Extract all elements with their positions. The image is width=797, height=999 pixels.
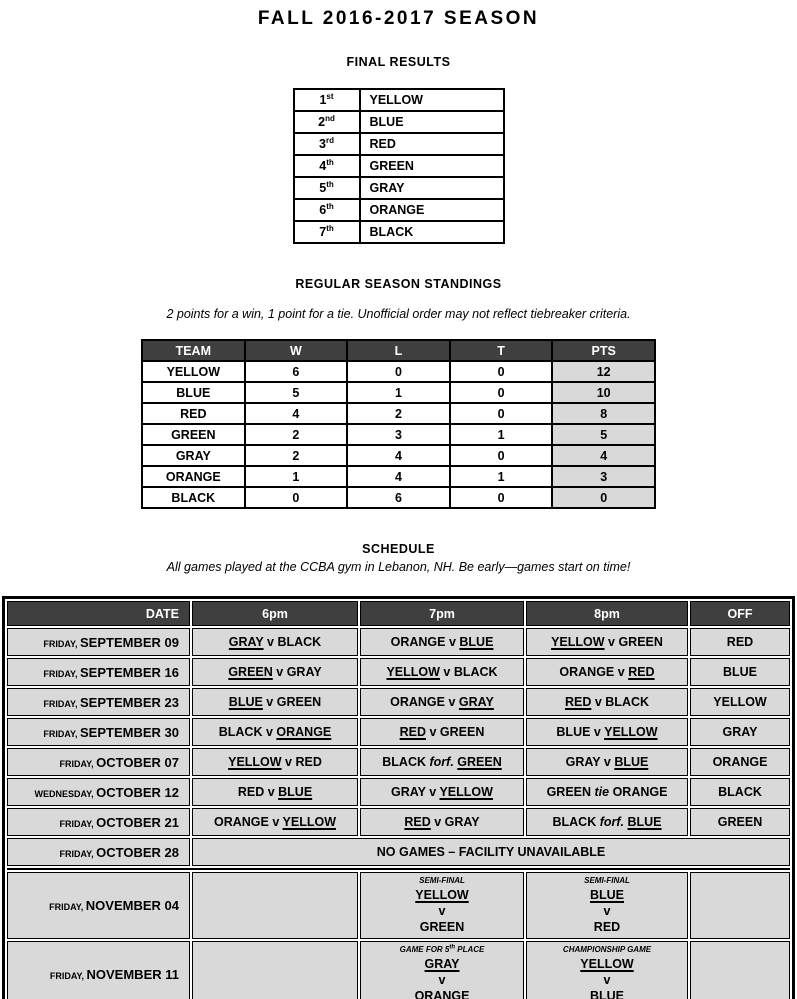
- date-label: OCTOBER 07: [96, 754, 179, 770]
- final-result-row: [294, 133, 504, 155]
- away-team: BLUE: [614, 755, 649, 769]
- standings-col-header: T: [450, 340, 553, 361]
- standings-row: [142, 487, 655, 508]
- schedule-row: [7, 778, 790, 806]
- place-number: 3: [319, 137, 326, 151]
- standings-note: 2 points for a win, 1 point for a tie. Unofficial order may not reflect tiebreaker criteria.: [166, 307, 631, 321]
- off-team-cell: ORANGE: [690, 748, 790, 776]
- place-suffix: nd: [325, 113, 335, 123]
- away-team: BLACK: [605, 695, 650, 709]
- standings-wins: 2: [245, 445, 348, 466]
- final-results-table: [293, 88, 505, 244]
- date-cell: [7, 628, 190, 656]
- home-team: BLACK: [218, 725, 263, 739]
- standings-team: YELLOW: [142, 361, 245, 382]
- weekday-label: FRIDAY,: [59, 818, 97, 829]
- playoff-away-team: [527, 988, 687, 999]
- away-team: BLUE: [278, 785, 313, 799]
- away-team: YELLOW: [604, 725, 658, 739]
- weekday-label: FRIDAY,: [59, 848, 97, 859]
- standings-losses: 3: [347, 424, 450, 445]
- home-team: GREEN: [228, 665, 273, 679]
- standings-wins: 6: [245, 361, 348, 382]
- date-cell: [7, 748, 190, 776]
- game-separator: v: [604, 635, 619, 649]
- standings-losses: 4: [347, 445, 450, 466]
- place-number: 5: [319, 181, 327, 195]
- game-separator: v: [281, 755, 296, 769]
- home-team: BLUE: [228, 695, 263, 709]
- standings-losses: 0: [347, 361, 450, 382]
- home-team: BLUE: [589, 888, 625, 902]
- schedule-row: [7, 748, 790, 776]
- schedule-table: [2, 596, 795, 999]
- place-suffix: th: [326, 223, 334, 233]
- schedule-row: [7, 628, 790, 656]
- off-team-cell: YELLOW: [690, 688, 790, 716]
- standings-losses: 2: [347, 403, 450, 424]
- place-suffix: rd: [325, 135, 334, 145]
- off-team-cell: GREEN: [690, 808, 790, 836]
- game-cell: [526, 778, 688, 806]
- game-cell: [526, 688, 688, 716]
- schedule-row: [7, 941, 790, 999]
- standings-col-header: PTS: [552, 340, 655, 361]
- away-team: GREEN: [618, 635, 663, 649]
- game-cell: [360, 628, 524, 656]
- away-team: YELLOW: [282, 815, 336, 829]
- playoff-home-team: [527, 956, 687, 972]
- playoff-game-label: SEMI-FINAL: [419, 876, 465, 885]
- schedule-row: [7, 838, 790, 866]
- place-number: 6: [319, 203, 327, 217]
- weekday-label: FRIDAY,: [43, 638, 81, 649]
- home-team: ORANGE: [390, 695, 445, 709]
- game-cell: [526, 808, 688, 836]
- game-cell: [192, 778, 358, 806]
- game-cell: [360, 778, 524, 806]
- home-team: YELLOW: [415, 888, 469, 902]
- standings-header-row: [142, 340, 655, 361]
- playoff-game-cell: [360, 872, 524, 939]
- home-team: YELLOW: [580, 957, 634, 971]
- game-separator: v: [430, 815, 445, 829]
- standings-col-header: L: [347, 340, 450, 361]
- standings-team: GRAY: [142, 445, 245, 466]
- standings-points: 0: [552, 487, 655, 508]
- home-team: ORANGE: [390, 635, 446, 649]
- playoff-versus: v: [603, 973, 611, 987]
- home-team: RED: [404, 815, 431, 829]
- game-cell: [526, 658, 688, 686]
- place-cell: [294, 221, 360, 243]
- home-team: GRAY: [228, 635, 264, 649]
- weekday-label: FRIDAY,: [59, 758, 97, 769]
- standings-team: GREEN: [142, 424, 245, 445]
- date-label: SEPTEMBER 16: [80, 664, 179, 680]
- game-cell: [192, 748, 358, 776]
- away-team: BLACK: [277, 635, 322, 649]
- off-team-cell: BLACK: [690, 778, 790, 806]
- away-team: RED: [295, 755, 322, 769]
- game-separator: forf.: [596, 815, 628, 829]
- final-results-body: [294, 89, 504, 243]
- schedule-heading: SCHEDULE: [362, 542, 435, 556]
- home-team: RED: [399, 725, 427, 739]
- standings-points: 4: [552, 445, 655, 466]
- standings-wins: 2: [245, 424, 348, 445]
- game-cell: [360, 808, 524, 836]
- weekday-label: FRIDAY,: [43, 728, 81, 739]
- home-team: YELLOW: [386, 665, 440, 679]
- playoff-versus: v: [438, 973, 446, 987]
- standings-losses: 4: [347, 466, 450, 487]
- home-team: GRAY: [391, 785, 426, 799]
- game-separator: v: [262, 695, 277, 709]
- schedule-row: [7, 808, 790, 836]
- team-cell: RED: [360, 133, 504, 155]
- place-cell: [294, 133, 360, 155]
- standings-wins: 0: [245, 487, 348, 508]
- schedule-note: All games played at the CCBA gym in Lebanon, NH. Be early—games start on time!: [166, 560, 631, 574]
- standings-ties: 0: [450, 361, 553, 382]
- standings-ties: 0: [450, 487, 553, 508]
- standings-team: ORANGE: [142, 466, 245, 487]
- schedule-col-header: 7pm: [360, 601, 524, 626]
- home-team: ORANGE: [213, 815, 269, 829]
- away-team: BLUE: [589, 989, 625, 999]
- standings-points: 8: [552, 403, 655, 424]
- home-team: BLUE: [556, 725, 591, 739]
- final-result-row: [294, 177, 504, 199]
- weekday-label: WEDNESDAY,: [34, 788, 97, 799]
- home-team: BLACK: [382, 755, 427, 769]
- standings-points: 12: [552, 361, 655, 382]
- date-cell: [7, 688, 190, 716]
- team-cell: GRAY: [360, 177, 504, 199]
- game-separator: v: [590, 725, 605, 739]
- notice-cell: NO GAMES – FACILITY UNAVAILABLE: [192, 838, 790, 866]
- weekday-label: FRIDAY,: [49, 902, 86, 912]
- date-cell: [7, 808, 190, 836]
- date-label: SEPTEMBER 23: [80, 694, 179, 710]
- standings-col-header: TEAM: [142, 340, 245, 361]
- team-cell: YELLOW: [360, 89, 504, 111]
- playoff-game-cell: [360, 941, 524, 999]
- standings-ties: 1: [450, 424, 553, 445]
- game-cell: [526, 748, 688, 776]
- schedule-row: [7, 718, 790, 746]
- game-cell: [360, 748, 524, 776]
- home-team: GRAY: [565, 755, 601, 769]
- off-team-cell: RED: [690, 628, 790, 656]
- playoff-versus: v: [603, 904, 611, 918]
- away-team: GRAY: [458, 695, 494, 709]
- game-cell: [192, 628, 358, 656]
- game-separator: v: [426, 725, 440, 739]
- standings-row: [142, 445, 655, 466]
- final-result-row: [294, 199, 504, 221]
- schedule-col-header: 6pm: [192, 601, 358, 626]
- standings-wins: 4: [245, 403, 348, 424]
- playoff-versus: v: [438, 904, 446, 918]
- game-separator: v: [425, 785, 440, 799]
- team-cell: BLUE: [360, 111, 504, 133]
- game-separator: v: [264, 785, 279, 799]
- schedule-col-header: OFF: [690, 601, 790, 626]
- weekday-label: FRIDAY,: [43, 698, 81, 709]
- game-separator: v: [262, 725, 277, 739]
- team-cell: BLACK: [360, 221, 504, 243]
- place-suffix: th: [326, 201, 334, 211]
- game-cell: [192, 808, 358, 836]
- date-label: SEPTEMBER 09: [80, 634, 179, 650]
- home-team: RED: [564, 695, 592, 709]
- home-team: YELLOW: [551, 635, 605, 649]
- game-separator: v: [445, 695, 459, 709]
- place-suffix: th: [326, 157, 334, 167]
- thick-separator-bar: [7, 868, 790, 870]
- schedule-header-row: [7, 601, 790, 626]
- game-cell: [360, 688, 524, 716]
- team-cell: ORANGE: [360, 199, 504, 221]
- away-team: GREEN: [439, 725, 485, 739]
- schedule-row: [7, 688, 790, 716]
- date-label: SEPTEMBER 30: [80, 724, 179, 740]
- away-team: GREEN: [419, 920, 465, 934]
- place-cell: [294, 111, 360, 133]
- playoff-game-label: GAME FOR 5th PLACE: [399, 944, 485, 954]
- standings-points: 3: [552, 466, 655, 487]
- standings-row: [142, 361, 655, 382]
- standings-table: [141, 339, 656, 509]
- game-cell: [360, 658, 524, 686]
- game-separator: forf.: [426, 755, 458, 769]
- away-team: GRAY: [444, 815, 480, 829]
- game-cell: [526, 628, 688, 656]
- home-team: BLACK: [552, 815, 597, 829]
- place-number: 1: [319, 93, 327, 107]
- playoff-away-team: [361, 919, 523, 935]
- playoff-away-team: [527, 919, 687, 935]
- empty-cell: [192, 872, 358, 939]
- date-cell: [7, 718, 190, 746]
- standings-wins: 5: [245, 382, 348, 403]
- label-superscript: th: [449, 944, 456, 951]
- away-team: ORANGE: [276, 725, 332, 739]
- date-label: NOVEMBER 11: [86, 967, 179, 982]
- standings-losses: 6: [347, 487, 450, 508]
- game-separator: v: [600, 755, 615, 769]
- standings-ties: 1: [450, 466, 553, 487]
- game-separator: v: [591, 695, 606, 709]
- playoff-game-label: CHAMPIONSHIP GAME: [562, 945, 652, 954]
- away-team: ORANGE: [414, 989, 470, 999]
- place-number: 2: [318, 115, 326, 129]
- final-result-row: [294, 221, 504, 243]
- place-suffix: th: [326, 179, 334, 189]
- schedule-header: [7, 601, 790, 626]
- page-title: FALL 2016-2017 SEASON: [257, 8, 540, 29]
- away-team: RED: [593, 920, 621, 934]
- away-team: YELLOW: [439, 785, 493, 799]
- away-team: BLUE: [627, 815, 662, 829]
- team-cell: GREEN: [360, 155, 504, 177]
- standings-wins: 1: [245, 466, 348, 487]
- standings-header: [142, 340, 655, 361]
- away-team: GREEN: [457, 755, 502, 769]
- final-results-heading: FINAL RESULTS: [346, 55, 451, 69]
- weekday-label: FRIDAY,: [49, 971, 87, 981]
- standings-losses: 1: [347, 382, 450, 403]
- date-cell: [7, 941, 190, 999]
- date-cell: [7, 778, 190, 806]
- standings-ties: 0: [450, 445, 553, 466]
- away-team: RED: [628, 665, 655, 679]
- date-label: OCTOBER 28: [96, 844, 179, 860]
- standings-points: 10: [552, 382, 655, 403]
- away-team: GRAY: [286, 665, 322, 679]
- playoff-home-team: [527, 887, 687, 903]
- playoff-game-label: SEMI-FINAL: [584, 876, 630, 885]
- standings-row: [142, 424, 655, 445]
- place-number: 7: [319, 225, 327, 239]
- game-cell: [526, 718, 688, 746]
- game-separator: v: [445, 635, 460, 649]
- game-separator: v: [614, 665, 629, 679]
- game-cell: [192, 688, 358, 716]
- playoff-home-team: [361, 887, 523, 903]
- standings-row: [142, 382, 655, 403]
- game-cell: [360, 718, 524, 746]
- standings-ties: 0: [450, 382, 553, 403]
- date-label: OCTOBER 21: [96, 814, 179, 830]
- date-label: NOVEMBER 04: [85, 898, 179, 913]
- standings-team: BLACK: [142, 487, 245, 508]
- final-result-row: [294, 111, 504, 133]
- home-team: ORANGE: [559, 665, 615, 679]
- standings-team: RED: [142, 403, 245, 424]
- game-separator: v: [272, 665, 287, 679]
- place-number: 4: [319, 159, 327, 173]
- home-team: YELLOW: [228, 755, 282, 769]
- date-cell: [7, 872, 190, 939]
- date-cell: [7, 658, 190, 686]
- schedule-row: [7, 872, 790, 939]
- final-result-row: [294, 155, 504, 177]
- final-result-row: [294, 89, 504, 111]
- weekday-label: FRIDAY,: [43, 668, 81, 679]
- standings-row: [142, 403, 655, 424]
- date-cell: [7, 838, 190, 866]
- home-team: RED: [237, 785, 265, 799]
- playoff-game-cell: [526, 872, 688, 939]
- home-team: GRAY: [424, 957, 460, 971]
- game-separator: v: [263, 635, 278, 649]
- home-team: GREEN: [546, 785, 592, 799]
- empty-cell: [192, 941, 358, 999]
- game-cell: [192, 718, 358, 746]
- playoff-game-cell: [526, 941, 688, 999]
- empty-cell: [690, 941, 790, 999]
- schedule-col-header: 8pm: [526, 601, 688, 626]
- schedule-row: [7, 658, 790, 686]
- place-cell: [294, 177, 360, 199]
- place-cell: [294, 199, 360, 221]
- off-team-cell: GRAY: [690, 718, 790, 746]
- away-team: GREEN: [276, 695, 322, 709]
- schedule-body: [7, 628, 790, 999]
- game-separator: v: [268, 815, 283, 829]
- away-team: ORANGE: [612, 785, 668, 799]
- playoff-home-team: [361, 956, 523, 972]
- away-team: BLACK: [453, 665, 498, 679]
- away-team: BLUE: [459, 635, 494, 649]
- place-suffix: st: [326, 91, 334, 101]
- standings-ties: 0: [450, 403, 553, 424]
- empty-cell: [690, 872, 790, 939]
- game-cell: [192, 658, 358, 686]
- standings-col-header: W: [245, 340, 348, 361]
- playoff-away-team: [361, 988, 523, 999]
- standings-body: [142, 361, 655, 508]
- place-cell: [294, 89, 360, 111]
- game-separator: tie: [591, 785, 613, 799]
- date-label: OCTOBER 12: [96, 784, 179, 800]
- game-separator: v: [439, 665, 454, 679]
- place-cell: [294, 155, 360, 177]
- standings-row: [142, 466, 655, 487]
- thick-separator: [7, 868, 790, 870]
- schedule-col-header: DATE: [7, 601, 190, 626]
- standings-team: BLUE: [142, 382, 245, 403]
- standings-points: 5: [552, 424, 655, 445]
- standings-heading: REGULAR SEASON STANDINGS: [295, 277, 502, 291]
- off-team-cell: BLUE: [690, 658, 790, 686]
